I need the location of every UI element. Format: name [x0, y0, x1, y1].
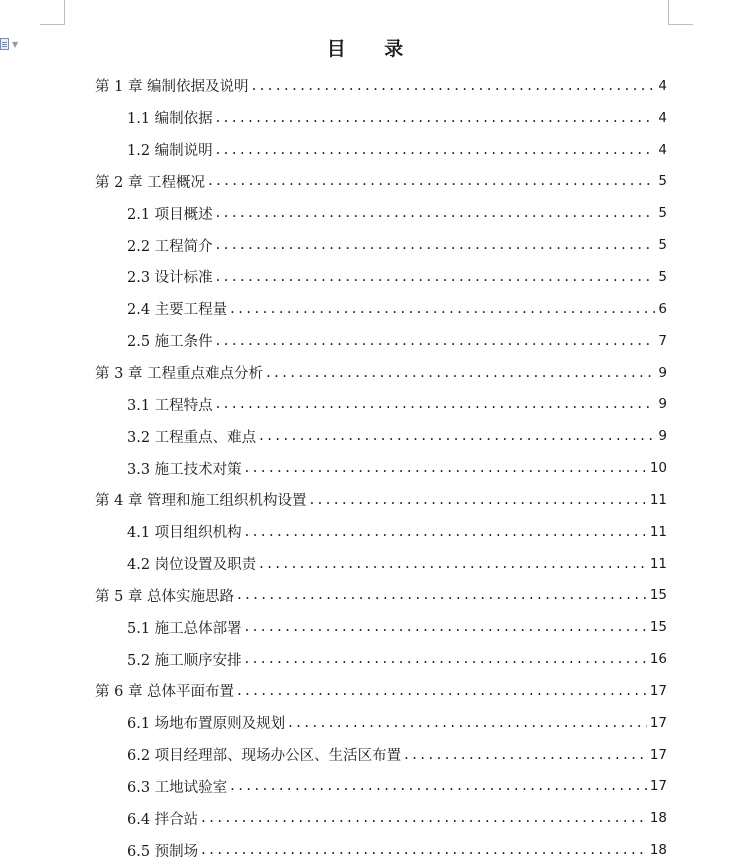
toc-entry-label: 6.2 项目经理部、现场办公区、生活区布置	[127, 748, 402, 765]
toc-section-entry[interactable]	[95, 548, 667, 580]
toc-dot-leader	[237, 683, 647, 699]
toc-chapter-entry[interactable]	[95, 166, 667, 198]
toc-dot-leader	[237, 587, 647, 603]
toc-entry-label: 4.2 岗位设置及职责	[127, 557, 257, 574]
toc-page-number: 16	[649, 651, 667, 668]
toc-section-entry[interactable]	[95, 771, 667, 803]
toc-dot-leader	[404, 747, 647, 763]
toc-page-number: 7	[658, 332, 667, 349]
toc-entry-label: 2.1 项目概述	[127, 206, 213, 223]
toc-dot-leader	[230, 778, 647, 794]
toc-dot-leader	[216, 142, 656, 158]
toc-page-number: 17	[649, 778, 667, 795]
toc-page-number: 11	[649, 555, 667, 572]
toc-entry-label: 5.2 施工顺序安排	[127, 652, 242, 669]
toc-page-number: 9	[658, 364, 667, 381]
toc-chapter-entry[interactable]	[95, 484, 667, 516]
toc-page-number: 18	[649, 810, 667, 827]
toc-chapter-entry[interactable]	[95, 70, 667, 102]
toc-entry-label: 第 3 章 工程重点难点分析	[95, 366, 264, 383]
toc-section-entry[interactable]	[95, 325, 667, 357]
toc-section-entry[interactable]	[95, 102, 667, 134]
toc-section-entry[interactable]	[95, 834, 667, 866]
toc-page-number: 11	[649, 491, 667, 508]
toc-entry-label: 3.3 施工技术对策	[127, 461, 242, 478]
toc-dot-leader	[216, 269, 656, 285]
toc-page-number: 15	[649, 619, 667, 636]
toc-entry-label: 1.1 编制依据	[127, 111, 213, 128]
toc-page-number: 17	[649, 682, 667, 699]
toc-page-number: 4	[658, 141, 667, 158]
toc-section-entry[interactable]	[95, 261, 667, 293]
page-corner-marker-right	[668, 0, 693, 25]
toc-page-number: 5	[658, 205, 667, 222]
toc-dot-leader	[245, 524, 647, 540]
toc-page-number: 9	[658, 428, 667, 445]
toc-entry-label: 第 2 章 工程概况	[95, 174, 206, 191]
toc-page-number: 4	[658, 109, 667, 126]
toc-dot-leader	[201, 842, 647, 858]
toc-dot-leader	[288, 715, 647, 731]
toc-page-number: 11	[649, 523, 667, 540]
toc-entry-label: 第 5 章 总体实施思路	[95, 588, 235, 605]
toc-title: 目 录	[326, 38, 420, 60]
toc-entry-label: 2.5 施工条件	[127, 334, 213, 351]
toc-dot-leader	[216, 110, 656, 126]
toc-entry-label: 第 1 章 编制依据及说明	[95, 79, 249, 96]
toc-dot-leader	[245, 460, 647, 476]
toc-section-entry[interactable]	[95, 802, 667, 834]
toc-page-number: 17	[649, 746, 667, 763]
toc-chapter-entry[interactable]	[95, 357, 667, 389]
toc-entry-label: 3.2 工程重点、难点	[127, 429, 257, 446]
chevron-down-icon: ▼	[12, 39, 19, 49]
toc-dot-leader	[230, 301, 655, 317]
toc-entry-label: 6.1 场地布置原则及规划	[127, 716, 286, 733]
toc-dot-leader	[216, 396, 656, 412]
toc-entry-label: 2.2 工程简介	[127, 238, 213, 255]
toc-dot-leader	[259, 428, 655, 444]
toc-section-entry[interactable]	[95, 739, 667, 771]
toc-dot-leader	[245, 651, 647, 667]
toc-entry-label: 第 6 章 总体平面布置	[95, 684, 235, 701]
toc-dot-leader	[252, 78, 656, 94]
toc-chapter-entry[interactable]	[95, 675, 667, 707]
toc-page-number: 17	[649, 714, 667, 731]
toc-dot-leader	[216, 205, 656, 221]
toc-dot-leader	[216, 237, 656, 253]
table-of-contents	[95, 70, 667, 866]
toc-entry-label: 6.4 拌合站	[127, 811, 199, 828]
toc-section-entry[interactable]	[95, 707, 667, 739]
toc-entry-label: 2.3 设计标准	[127, 270, 213, 287]
toc-section-entry[interactable]	[95, 293, 667, 325]
toc-entry-label: 第 4 章 管理和施工组织机构设置	[95, 493, 307, 510]
toc-dot-leader	[266, 365, 655, 381]
toc-section-entry[interactable]	[95, 452, 667, 484]
toc-dot-leader	[310, 492, 647, 508]
toc-section-entry[interactable]	[95, 420, 667, 452]
toc-dot-leader	[216, 333, 656, 349]
toc-page-number: 4	[658, 77, 667, 94]
toc-section-entry[interactable]	[95, 516, 667, 548]
toc-section-entry[interactable]	[95, 197, 667, 229]
toc-entry-label: 5.1 施工总体部署	[127, 620, 242, 637]
toc-section-entry[interactable]	[95, 229, 667, 261]
toc-dot-leader	[208, 173, 655, 189]
toc-entry-label: 2.4 主要工程量	[127, 302, 228, 319]
toc-entry-label: 4.1 项目组织机构	[127, 525, 242, 542]
toc-entry-label: 3.1 工程特点	[127, 397, 213, 414]
toc-dot-leader	[201, 810, 647, 826]
toc-dot-leader	[259, 556, 647, 572]
page-corner-marker-left	[40, 0, 65, 25]
toc-dot-leader	[245, 619, 647, 635]
toc-page-number: 5	[658, 268, 667, 285]
toc-entry-label: 6.5 预制场	[127, 843, 199, 860]
toc-section-entry[interactable]	[95, 388, 667, 420]
toc-section-entry[interactable]	[95, 134, 667, 166]
toc-page-number: 6	[658, 300, 667, 317]
toc-entry-label: 1.2 编制说明	[127, 143, 213, 160]
toc-page-number: 18	[649, 842, 667, 859]
toc-chapter-entry[interactable]	[95, 580, 667, 612]
toc-section-entry[interactable]	[95, 611, 667, 643]
toc-page-number: 5	[658, 237, 667, 254]
toc-entry-label: 6.3 工地试验室	[127, 779, 228, 796]
toc-page-number: 15	[649, 587, 667, 604]
toc-section-entry[interactable]	[95, 643, 667, 675]
toc-page-number: 9	[658, 396, 667, 413]
toc-page-number: 10	[649, 460, 667, 477]
toc-page-number: 5	[658, 173, 667, 190]
